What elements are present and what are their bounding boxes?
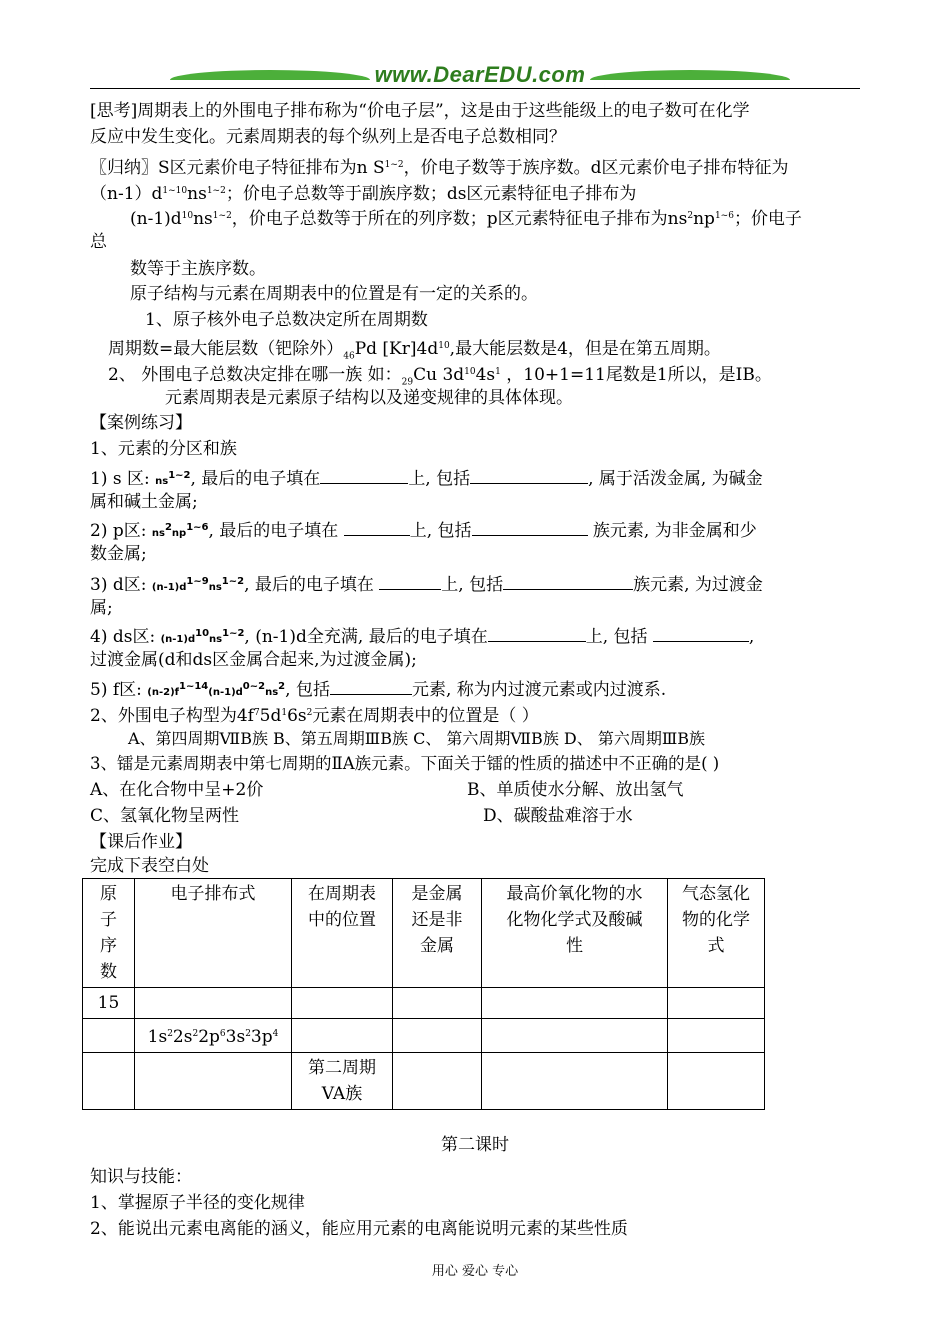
text-line: 1、元素的分区和族 <box>90 439 237 459</box>
text-line: 周期数=最大能层数（钯除外）$_{46}Pd$ $[Kr]4d^{10}$,最大能层数是4，但是在第五周期。 <box>108 339 721 362</box>
logo-swoosh-left <box>170 70 370 80</box>
table-cell[interactable] <box>292 988 393 1019</box>
table-header-row <box>83 879 765 988</box>
fill-blank[interactable] <box>344 519 410 536</box>
header-cell: 是金属 还是非 金属 <box>393 879 482 988</box>
header-cell: 电子排布式 <box>135 879 292 988</box>
text-line: 数等于主族序数。 <box>130 259 266 279</box>
table-cell[interactable] <box>482 1019 668 1053</box>
text-line: 2、 外围电子总数决定排在哪一族 如：$_{29}$Cu $3d^{10}4s^1$ ，10+1=11尾数是1所以，是IB。 <box>108 365 772 388</box>
table-cell[interactable] <box>393 1053 482 1110</box>
choice-c: C、氢氧化物呈两性 <box>90 806 240 826</box>
text-line: 属; <box>90 598 113 618</box>
text-line: 5) f区: $(n-2)f^{1\sim 14}(n-1)d^{0\sim 2}ns^2$, 包括 元素, 称为内过渡元素或内过渡系. <box>90 680 667 700</box>
table-cell[interactable] <box>668 1053 765 1110</box>
table-cell[interactable] <box>393 1019 482 1053</box>
table-cell[interactable] <box>83 1019 135 1053</box>
table-row <box>83 988 765 1019</box>
text-line: 数金属; <box>90 544 147 564</box>
text-line: 2、外围电子构型为$4f^75d^16s^2$元素在周期表中的位置是（ ） <box>90 706 539 726</box>
choice-a: A、在化合物中呈+2价 <box>90 780 264 800</box>
choice-line: A、第四周期ⅦB族 B、第五周期ⅢB族 C、 第六周期ⅦB族 D、 第六周期ⅢB族 <box>128 729 706 748</box>
header-cell: 最高价氧化物的水 化物化学式及酸碱 性 <box>482 879 668 988</box>
text-line: 2) p区: $ns^2np^{1\sim 6}$, 最后的电子填在 上, 包括 族元素, 为非金属和少 <box>90 521 757 541</box>
header-cell: 在周期表 中的位置 <box>292 879 393 988</box>
table-row <box>83 1019 765 1053</box>
choice-b: B、单质使水分解、放出氢气 <box>467 780 684 800</box>
table-cell: $1s^22s^22p^63s^23p^4$ <box>135 1019 292 1053</box>
table-cell[interactable] <box>482 1053 668 1110</box>
table-cell[interactable] <box>482 988 668 1019</box>
header-divider <box>90 88 860 89</box>
text-line: 1、原子核外电子总数决定所在周期数 <box>145 310 428 330</box>
text-line: $(n-1)d^{10}ns^{1\sim 2}$，价电子总数等于所在的列序数；p区元素特征电子排布为$ns^2np^{1\sim 6}$；价电子 <box>130 209 802 229</box>
text-line: 属和碱土金属; <box>90 492 198 512</box>
text-line: 3、镭是元素周期表中第七周期的ⅡA族元素。下面关于镭的性质的描述中不正确的是( ) <box>90 754 720 773</box>
text-line: $(n-1)d^{1\sim 10}ns^{1\sim 2}$；价电子总数等于副族序数；ds区元素特征电子排布为 <box>90 184 637 204</box>
fill-blank[interactable] <box>379 573 441 590</box>
text-line: 反应中发生变化。元素周期表的每个纵列上是否电子总数相同？ <box>90 127 566 147</box>
text-line: 〖归纳〗S区元素价电子特征排布为n $S^{1\sim 2}$，价电子数等于族序数。d区元素价电子排布特征为 <box>90 158 789 178</box>
table-cell[interactable] <box>668 1019 765 1053</box>
table-cell[interactable] <box>83 1053 135 1110</box>
page-footer: 用心 爱心 专心 <box>431 1264 519 1279</box>
table-cell[interactable] <box>292 1019 393 1053</box>
text-line: 2、能说出元素电离能的涵义，能应用元素的电离能说明元素的某些性质 <box>90 1219 628 1239</box>
fill-blank[interactable] <box>653 625 749 642</box>
text-line: 过渡金属(d和ds区金属合起来,为过渡金属); <box>90 650 417 670</box>
fill-blank[interactable] <box>488 625 586 642</box>
text-line: 总 <box>90 232 107 252</box>
choice-d: D、碳酸盐难溶于水 <box>483 806 633 826</box>
text-line: 1、掌握原子半径的变化规律 <box>90 1193 305 1213</box>
header-cell: 原 子 序 数 <box>83 879 135 988</box>
table-cell[interactable] <box>135 988 292 1019</box>
table-cell[interactable] <box>668 988 765 1019</box>
table-cell: 第二周期 VA族 <box>292 1053 393 1110</box>
text-line: [思考]周期表上的外围电子排布称为“价电子层”，这是由于这些能级上的电子数可在化学 <box>90 101 750 121</box>
fill-blank[interactable] <box>472 519 588 536</box>
section-title: 第二课时 <box>441 1135 509 1155</box>
table-row <box>83 1053 765 1110</box>
text-line: 知识与技能： <box>90 1167 192 1187</box>
table-cell[interactable] <box>393 988 482 1019</box>
text-line: 原子结构与元素在周期表中的位置是有一定的关系的。 <box>130 284 538 304</box>
answer-table <box>82 878 765 1110</box>
section-heading: 【案例练习】 <box>90 413 192 433</box>
table-cell[interactable] <box>135 1053 292 1110</box>
fill-blank[interactable] <box>320 467 408 484</box>
logo-brand-text: www.DearEDU.com <box>374 62 586 87</box>
fill-blank[interactable] <box>503 573 633 590</box>
fill-blank[interactable] <box>470 467 588 484</box>
logo-swoosh-right <box>590 70 790 80</box>
header-cell: 气态氢化 物的化学 式 <box>668 879 765 988</box>
text-line: 元素周期表是元素原子结构以及递变规律的具体体现。 <box>165 388 573 408</box>
text-line: 完成下表空白处 <box>90 856 209 876</box>
text-line: 4) ds区: $(n-1)d^{10}ns^{1\sim 2}$, (n-1)d全充满, 最后的电子填在 上, 包括 , <box>90 627 755 647</box>
text-line: 1) s 区: $ns^{1\sim 2}$, 最后的电子填在 上, 包括 , 属于活泼金属, 为碱金 <box>90 469 763 489</box>
text-line: 3) d区: $(n-1)d^{1\sim 9}ns^{1\sim 2}$, 最后的电子填在 上, 包括 族元素, 为过渡金 <box>90 575 763 595</box>
table-cell: 15 <box>83 988 135 1019</box>
fill-blank[interactable] <box>330 678 412 695</box>
section-heading: 【课后作业】 <box>90 832 192 852</box>
